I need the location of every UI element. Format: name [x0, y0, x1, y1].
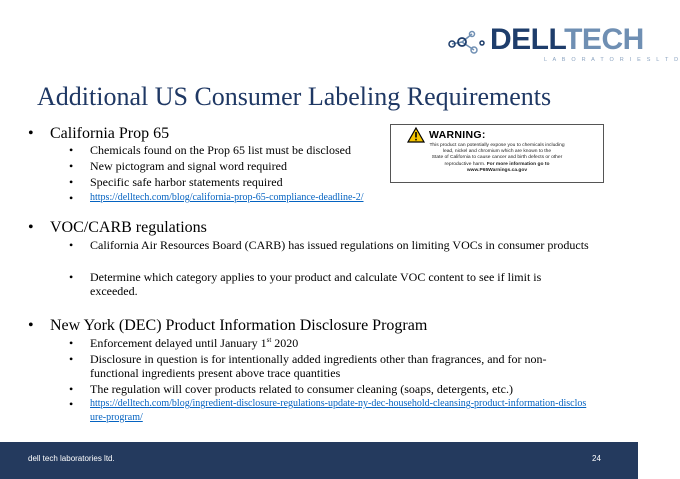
bullet: • [28, 125, 34, 142]
bullet: • [69, 191, 74, 205]
slide-footer [0, 442, 638, 479]
slide-title: Additional US Consumer Labeling Requirements [37, 82, 552, 111]
bullet: • [69, 238, 74, 252]
section-heading-text: New York (DEC) Product Information Disclosure Program [50, 317, 428, 334]
warning-line: lead, nickel and chromium which are known to the [442, 149, 552, 155]
list-item-text: New pictogram and signal word required [90, 159, 287, 173]
company-logo [448, 23, 680, 64]
bullet: • [69, 270, 74, 284]
bullet: • [69, 397, 74, 411]
bullet: • [69, 336, 74, 350]
warning-line: State of California to cause cancer and birth defects or other [431, 155, 563, 161]
bullet: • [28, 219, 34, 236]
ny-dec-blog-link[interactable]: https://delltech.com/blog/ingredient-disclosure-regulations-update-ny-dec-household-cleansing-product-information-disclosure-program/ [90, 398, 587, 423]
bullet: • [69, 175, 74, 189]
warning-triangle-icon [407, 127, 425, 143]
list-item-text: Chemicals found on the Prop 65 list must be disclosed [90, 143, 351, 157]
warning-heading: WARNING: [429, 129, 486, 141]
prop65-blog-link[interactable]: https://delltech.com/blog/california-prop-65-compliance-deadline-2/ [90, 192, 364, 203]
logo-name-dark: DELL [490, 23, 565, 56]
list-item-text: California Air Resources Board (CARB) has issued regulations on limiting VOCs in consumer products [90, 238, 589, 252]
bullet: • [69, 143, 74, 157]
enforcement-text: Enforcement delayed until January 1 [90, 336, 267, 350]
footer-company: dell tech laboratories ltd. [28, 454, 115, 463]
warning-line-text: reproductive harm. [444, 161, 486, 167]
warning-line: This product can potentially expose you to chemicals including [429, 143, 565, 148]
bullet: • [69, 382, 74, 396]
warning-more-info: For more information go to [486, 161, 550, 167]
list-item-text: Specific safe harbor statements required [90, 175, 283, 189]
list-item-text [90, 336, 590, 350]
logo-wordmark [490, 24, 644, 56]
bullet: • [69, 352, 74, 366]
logo-name-light: TECH [564, 23, 644, 56]
molecule-logo-icon [448, 28, 488, 58]
logo-tagline: L A B O R A T O R I E S L T D [544, 57, 680, 63]
page-number: 24 [592, 454, 601, 463]
list-item-text: Determine which category applies to your product and calculate VOC content to see if limit is exceeded. [90, 270, 542, 298]
section-heading-text: California Prop 65 [50, 125, 170, 142]
bullet: • [69, 159, 74, 173]
section-heading-text: VOC/CARB regulations [50, 219, 207, 236]
list-item-text: Disclosure in question is for intentionally added ingredients other than fragrances, and for non-functional ingredients present above trace quantities [90, 352, 547, 380]
date-ordinal: st [266, 336, 272, 344]
bullet: • [28, 317, 34, 334]
enforcement-year: 2020 [271, 336, 299, 350]
list-item-text: The regulation will cover products related to consumer cleaning (soaps, detergents, etc.) [90, 382, 513, 396]
warning-site-text: www.P65Warnings.ca.gov [466, 167, 528, 173]
